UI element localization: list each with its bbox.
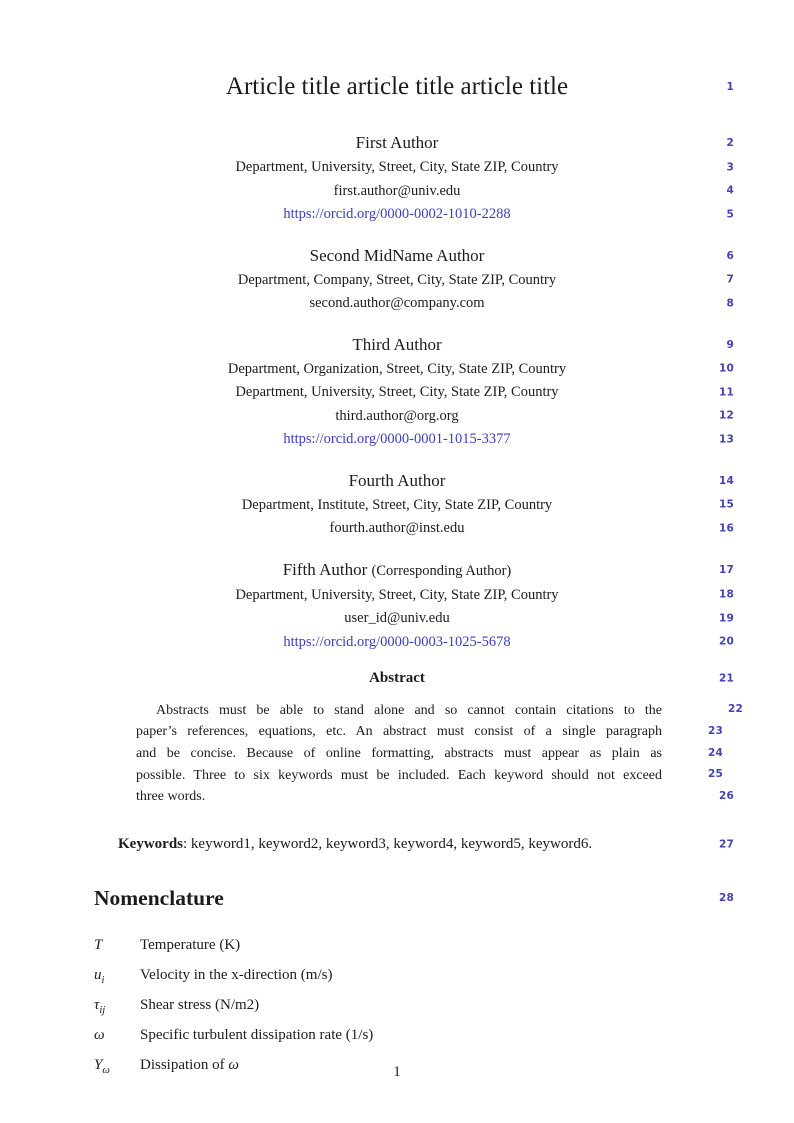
abstract-body: [94, 700, 744, 809]
abstract-text: and be concise. Because of online formatting, abstracts must appear as plain as: [136, 745, 662, 761]
author-affiliation: Department, Company, Street, City, State ZIP, Country: [237, 271, 557, 288]
line-number-12: 12: [718, 409, 734, 422]
line-number-25: 25: [708, 768, 724, 781]
author-name-row: [94, 130, 734, 156]
line-number-6: 6: [726, 249, 734, 262]
nomenclature-description: Velocity in the x-direction (m/s): [140, 967, 333, 984]
abstract-line: [94, 786, 734, 808]
author-affiliation: Department, University, Street, City, State ZIP, Country: [235, 586, 559, 603]
text-column: [94, 0, 744, 1083]
author-email-row: [94, 517, 734, 541]
author-email: fourth.author@inst.edu: [329, 520, 465, 536]
line-number-2: 2: [726, 137, 734, 149]
author-name: Second MidName Author: [309, 245, 485, 265]
nomenclature-item: [94, 1023, 700, 1053]
author-orcid-row: [94, 631, 734, 655]
article-title: Article title article title article title: [225, 73, 569, 100]
line-number-27: 27: [718, 838, 734, 851]
author-name-row: [94, 468, 734, 494]
author-name-row: [94, 243, 734, 269]
nomenclature-heading-row: [94, 883, 734, 913]
author-affiliation-row: [94, 494, 734, 518]
author-block-4: [94, 468, 734, 541]
line-number-16: 16: [718, 522, 734, 534]
abstract-heading-row: [94, 668, 734, 690]
nomenclature-symbol: T: [94, 937, 103, 954]
author-name: Fourth Author: [348, 470, 446, 490]
keywords-row: [94, 834, 734, 855]
abstract-text: possible. Three to six keywords must be included. Each keyword should not exceed: [136, 767, 662, 783]
author-affiliation-row: [94, 358, 734, 382]
author-email-row: [94, 292, 734, 316]
author-affiliation: Department, University, Street, City, State ZIP, Country: [235, 384, 559, 400]
nomenclature-symbol: $Y_\omega$: [94, 1057, 110, 1077]
nomenclature-description: Shear stress (N/m2): [140, 997, 260, 1014]
nomenclature-description: Temperature (K): [140, 937, 241, 954]
line-number-21: 21: [718, 672, 734, 684]
line-number-4: 4: [726, 184, 734, 197]
nomenclature-item: [94, 963, 700, 993]
abstract-heading: Abstract: [369, 670, 425, 686]
author-block-3: [94, 332, 734, 452]
author-affiliation-row: [94, 156, 734, 180]
author-email-row: [94, 607, 734, 631]
title-row: [94, 70, 734, 104]
author-name-row: [94, 332, 734, 358]
page-number: 1: [393, 1064, 401, 1080]
line-number-15: 15: [718, 498, 734, 511]
corresponding-author-label: (Corresponding Author): [371, 562, 512, 579]
line-number-18: 18: [718, 588, 734, 601]
keywords-list: : keyword1, keyword2, keyword3, keyword4, keyword5, keyword6.: [183, 836, 593, 853]
nomenclature-symbol: $\tau_{ij}$: [94, 997, 106, 1017]
abstract-line: [94, 721, 724, 743]
line-number-1: 1: [726, 81, 734, 93]
line-number-13: 13: [718, 433, 734, 445]
abstract-line: [94, 765, 724, 787]
author-name: Fifth Author: [282, 559, 368, 579]
line-number-5: 5: [726, 208, 734, 220]
author-block-1: [94, 130, 734, 227]
line-number-26: 26: [718, 790, 734, 803]
orcid-link[interactable]: https://orcid.org/0000-0001-1015-3377: [283, 431, 511, 447]
author-orcid-row: [94, 203, 734, 227]
abstract-line: [94, 743, 724, 765]
author-block-2: [94, 243, 734, 316]
orcid-link[interactable]: https://orcid.org/0000-0003-1025-5678: [283, 633, 511, 650]
line-number-24: 24: [708, 746, 724, 759]
author-email: user_id@univ.edu: [344, 610, 450, 626]
line-number-20: 20: [718, 635, 734, 648]
line-number-28: 28: [718, 892, 734, 905]
abstract-text: paper’s references, equations, etc. An abstract must consist of a single paragraph: [136, 724, 662, 740]
author-email: second.author@company.com: [309, 295, 485, 311]
author-name: First Author: [355, 133, 439, 152]
author-name-row: [94, 557, 734, 584]
line-number-23: 23: [708, 725, 724, 738]
nomenclature-symbol: ω: [94, 1027, 105, 1044]
abstract-text: Abstracts must be able to stand alone and so cannot contain citations to the: [156, 702, 662, 718]
author-affiliation-row: [94, 584, 734, 608]
author-affiliation: Department, Organization, Street, City, State ZIP, Country: [227, 360, 567, 377]
abstract-text: three words.: [136, 789, 206, 805]
author-email-row: [94, 405, 734, 429]
nomenclature-list: [94, 933, 700, 1083]
nomenclature-item: [94, 933, 700, 963]
orcid-link[interactable]: https://orcid.org/0000-0002-1010-2288: [283, 206, 511, 222]
author-block-5: [94, 557, 734, 655]
author-email-row: [94, 180, 734, 204]
author-orcid-row: [94, 428, 734, 452]
nomenclature-description: Specific turbulent dissipation rate (1/s): [140, 1027, 374, 1044]
author-affiliation-row: [94, 381, 734, 405]
line-number-3: 3: [726, 161, 734, 173]
line-number-8: 8: [726, 297, 734, 309]
author-email: third.author@org.org: [335, 407, 459, 424]
keywords-label: Keywords: [118, 836, 183, 853]
author-affiliation: Department, University, Street, City, State ZIP, Country: [235, 159, 559, 175]
line-number-17: 17: [718, 564, 734, 576]
line-number-14: 14: [718, 474, 734, 487]
nomenclature-heading: Nomenclature: [94, 886, 224, 911]
abstract-line: [94, 700, 744, 722]
line-number-19: 19: [718, 612, 734, 624]
line-number-10: 10: [718, 362, 734, 375]
nomenclature-item: [94, 993, 700, 1023]
author-name: Third Author: [352, 334, 442, 354]
line-number-7: 7: [726, 273, 734, 286]
author-email: first.author@univ.edu: [333, 182, 461, 199]
author-affiliation: Department, Institute, Street, City, State ZIP, Country: [241, 496, 553, 513]
line-number-11: 11: [718, 386, 734, 398]
line-number-22: 22: [728, 703, 744, 716]
nomenclature-description: Dissipation of ω: [140, 1057, 239, 1074]
nomenclature-symbol: $u_i$: [94, 967, 105, 987]
line-number-9: 9: [726, 338, 734, 351]
author-affiliation-row: [94, 269, 734, 293]
